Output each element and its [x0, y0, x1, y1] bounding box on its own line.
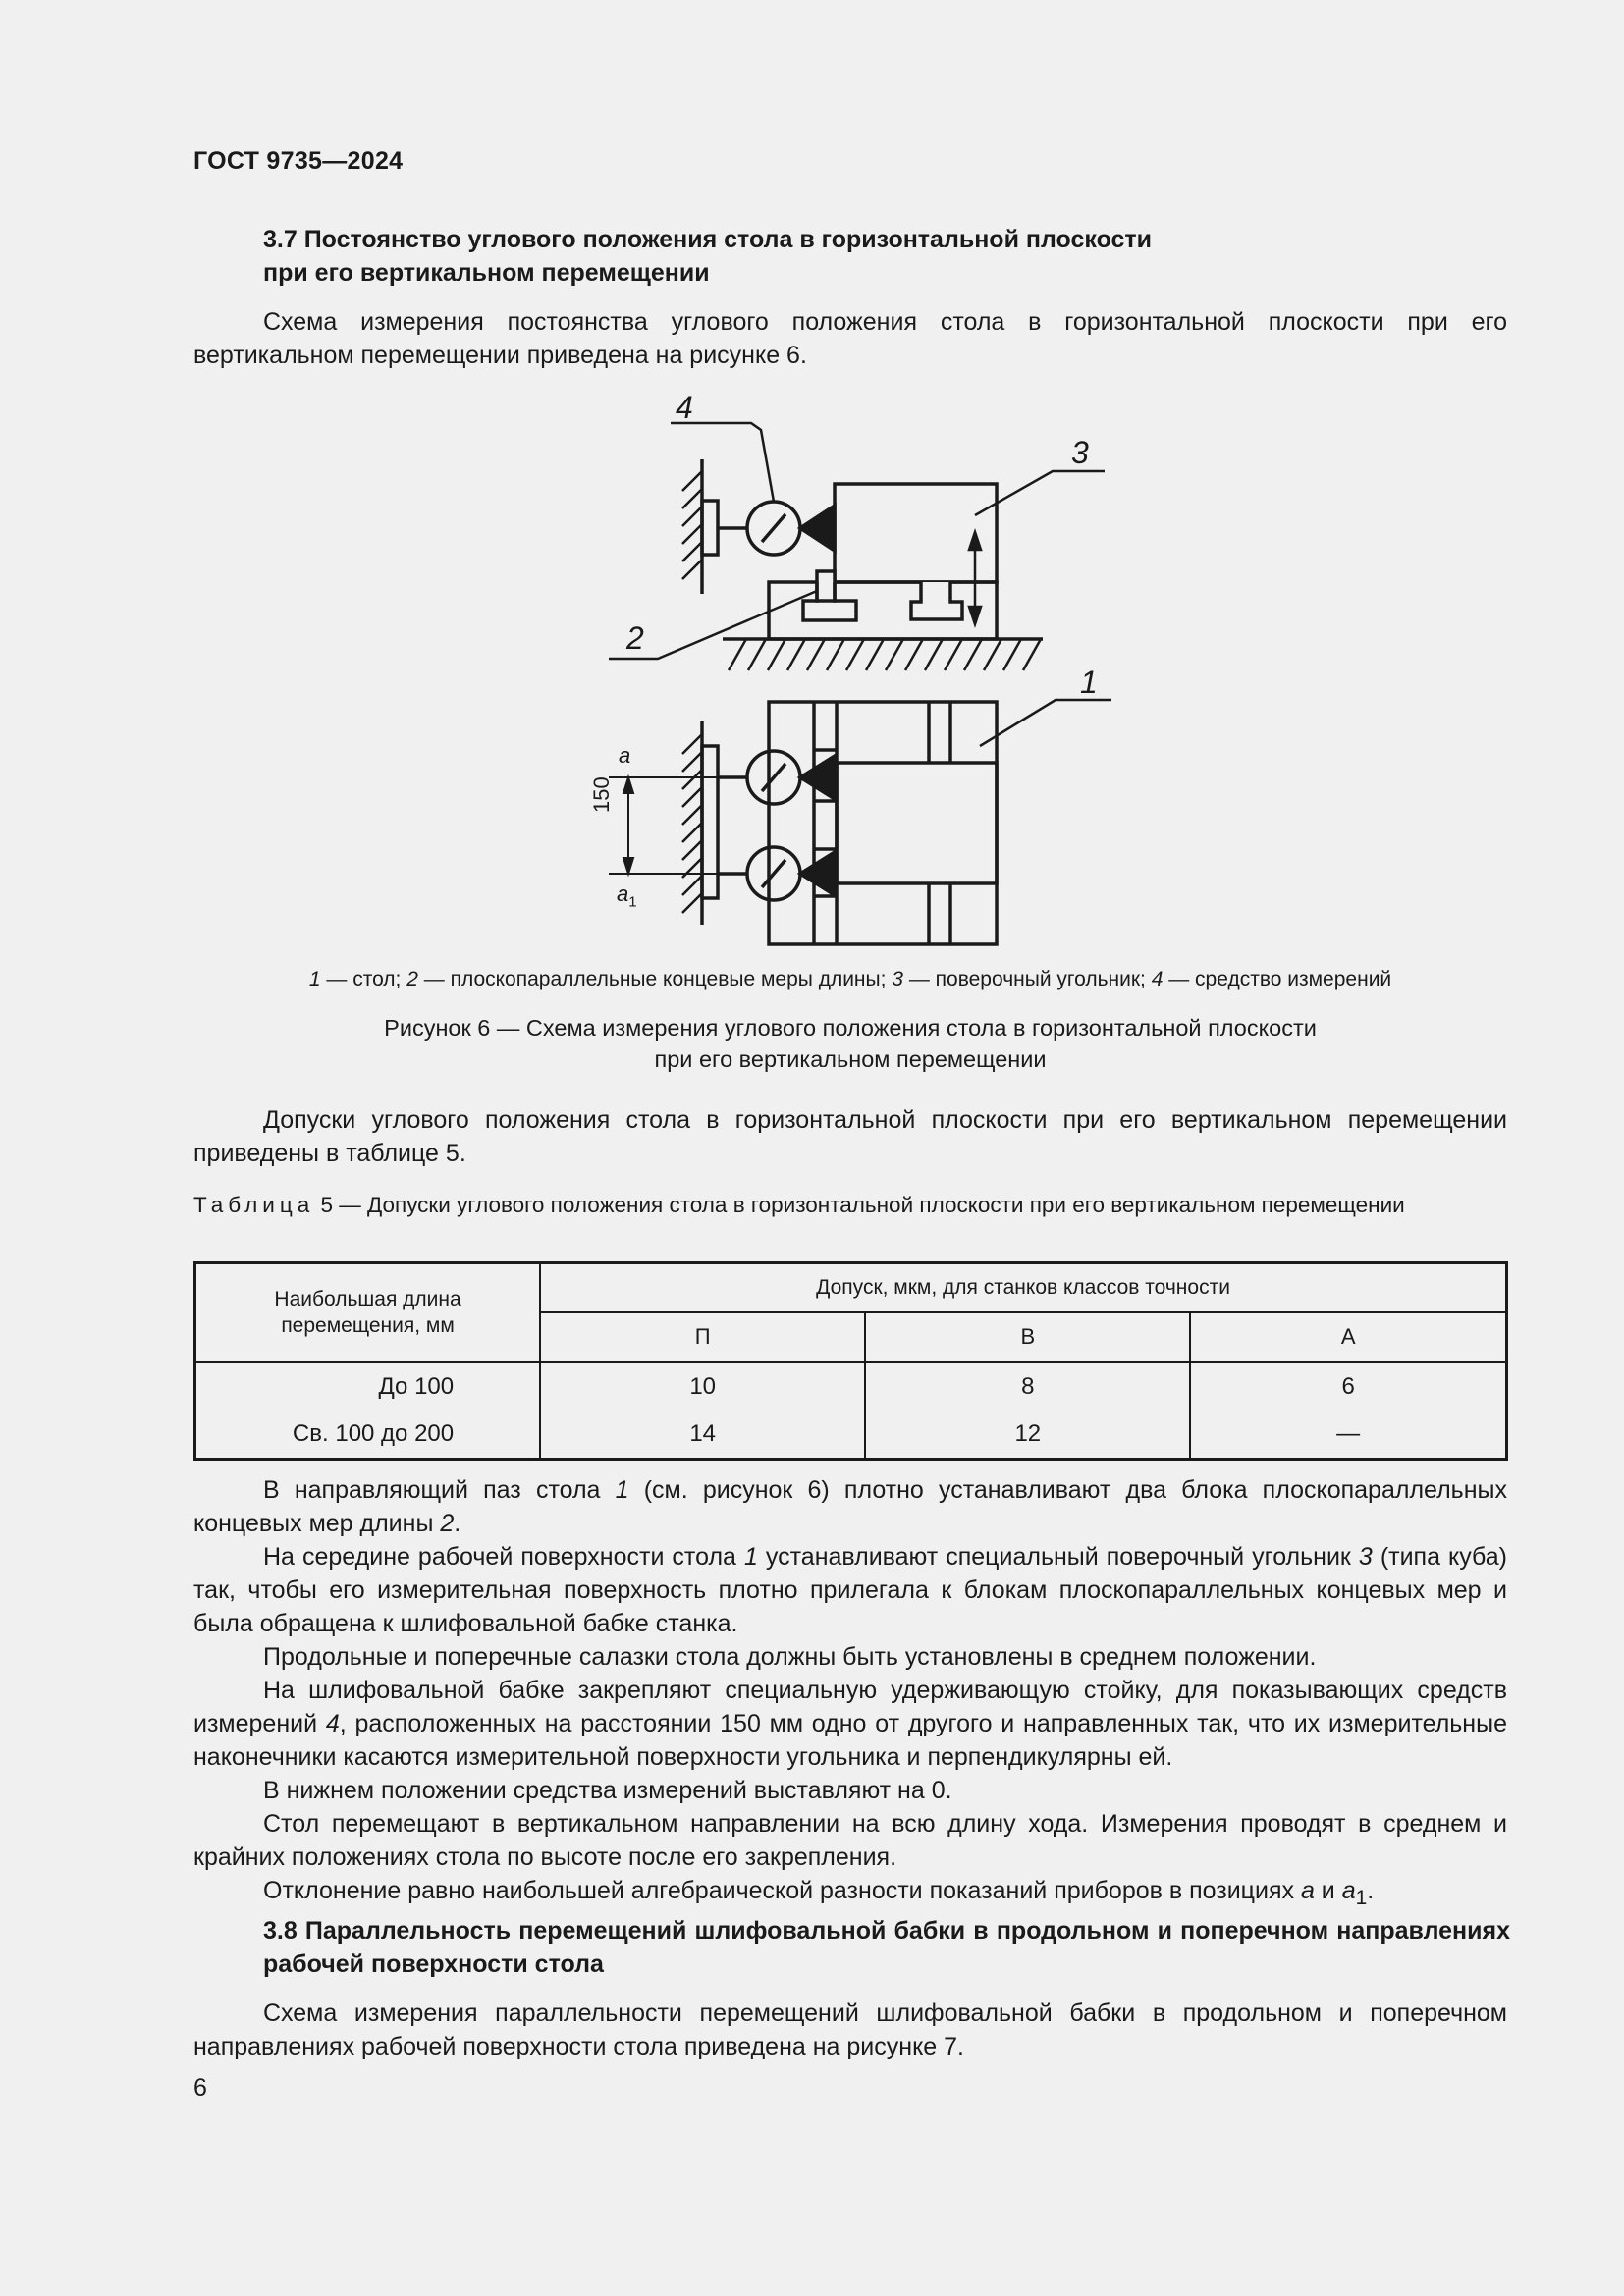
label-a1: $a_1$ — [617, 881, 637, 911]
label-a: a — [619, 743, 631, 768]
table-header-class-p: П — [540, 1312, 865, 1362]
table-cell: — — [1190, 1411, 1506, 1460]
dimension-150-label: 150 — [589, 776, 614, 813]
section-3-8-heading: 3.8 Параллельность перемещений шлифовальной бабки в продольном и поперечном направлениях рабочей поверхности стола — [263, 1917, 1510, 1978]
section-3-8-intro: Схема измерения параллельности перемещений шлифовальной бабки в продольном и поперечном направлениях рабочей поверхности стола приведена на рисунке 7. — [193, 2000, 1507, 2060]
leader-3 — [975, 471, 1105, 515]
label-3: 3 — [1071, 435, 1089, 470]
procedure-p1: В направляющий паз стола 1 (см. рисунок 6) плотно устанавливают два блока плоскопараллельных концевых мер длины 2. — [193, 1476, 1507, 1537]
section-3-7-heading: 3.7 Постоянство углового положения стола в горизонтальной плоскости при его вертикальном перемещении — [263, 226, 1153, 287]
table-header-class-a: А — [1190, 1312, 1506, 1362]
floor-hatch — [729, 639, 1041, 670]
procedure-text — [193, 1473, 1507, 1915]
table-cell: 6 — [1190, 1362, 1506, 1412]
vertical-motion-arrow — [969, 532, 981, 624]
table-cell: 14 — [540, 1411, 865, 1460]
gauge-block-2 — [803, 571, 856, 620]
page-number: 6 — [193, 2074, 207, 2102]
gauge-top — [747, 502, 835, 555]
table-cell: 12 — [865, 1411, 1190, 1460]
leader-4 — [671, 423, 774, 502]
holder-bottom — [702, 746, 718, 898]
table-header-length: Наибольшая длина перемещения, мм — [195, 1263, 541, 1362]
table-row — [195, 1362, 1507, 1412]
procedure-p4: На шлифовальной бабке закрепляют специальную удерживающую стойку, для показывающих средств измерений 4, расположенных на расстоянии 150 мм одно от другого и направленных так, что их измерительные наконечники касаются измерительной поверхности угольника и перпендикулярны ей. — [193, 1677, 1507, 1771]
gauge-a1 — [747, 847, 835, 900]
t-slot-right — [911, 582, 962, 619]
figure-6-legend: 1 — стол; 2 — плоскопараллельные концевые меры длины; 3 — поверочный угольник; 4 — средство измерений — [308, 968, 1392, 990]
wall-bottom — [682, 721, 702, 925]
document-id-header: ГОСТ 9735—2024 — [193, 147, 404, 175]
wall-top — [682, 459, 702, 594]
label-4: 4 — [676, 390, 693, 425]
table-header-class-v: В — [865, 1312, 1190, 1362]
gauge-a — [747, 751, 835, 804]
table-cell: 8 — [865, 1362, 1190, 1412]
label-1: 1 — [1080, 665, 1098, 700]
table-5 — [193, 1261, 1508, 1461]
procedure-p7: Отклонение равно наибольшей алгебраической разности показаний приборов в позициях a и $a_1$. — [263, 1877, 1375, 1909]
tolerance-intro: Допуски углового положения стола в горизонтальной плоскости при его вертикальном перемещении приведены в таблице 5. — [193, 1106, 1507, 1167]
table-5-caption: Таблица 5 — Допуски углового положения стола в горизонтальной плоскости при его вертикальном перемещении — [193, 1193, 1405, 1217]
table-1-plan — [769, 702, 997, 944]
procedure-p5: В нижнем положении средства измерений выставляют на 0. — [263, 1777, 952, 1804]
table-header-group: Допуск, мкм, для станков классов точности — [540, 1263, 1506, 1313]
table-cell: До 100 — [195, 1362, 541, 1412]
procedure-p3: Продольные и поперечные салазки стола должны быть установлены в среднем положении. — [263, 1643, 1317, 1671]
procedure-p2: На середине рабочей поверхности стола 1 устанавливают специальный поверочный угольник 3 (типа куба) так, чтобы его измерительная поверхность плотно прилегала к блокам плоскопараллельных концевых мер и была обращена к шлифовальной бабке станка. — [193, 1543, 1507, 1637]
section-3-7-intro: Схема измерения постоянства углового положения стола в горизонтальной плоскости при его вертикальном перемещении приведена на рисунке 6. — [193, 308, 1507, 369]
square-3-plan — [837, 763, 997, 883]
figure-6-diagram — [0, 0, 1624, 982]
procedure-p6: Стол перемещают в вертикальном направлении на всю длину хода. Измерения проводят в среднем и крайних положениях стола по высоте после его закрепления. — [193, 1810, 1507, 1871]
dimension-150 — [609, 777, 746, 874]
table-cell: Св. 100 до 200 — [195, 1411, 541, 1460]
label-2: 2 — [626, 620, 644, 656]
table-cell: 10 — [540, 1362, 865, 1412]
holder-top — [702, 501, 718, 555]
leader-1 — [980, 700, 1111, 746]
square-3-top — [835, 484, 997, 582]
figure-6-caption: Рисунок 6 — Схема измерения углового положения стола в горизонтальной плоскости при его вертикальном перемещении — [384, 1015, 1317, 1072]
table-row — [195, 1411, 1507, 1460]
